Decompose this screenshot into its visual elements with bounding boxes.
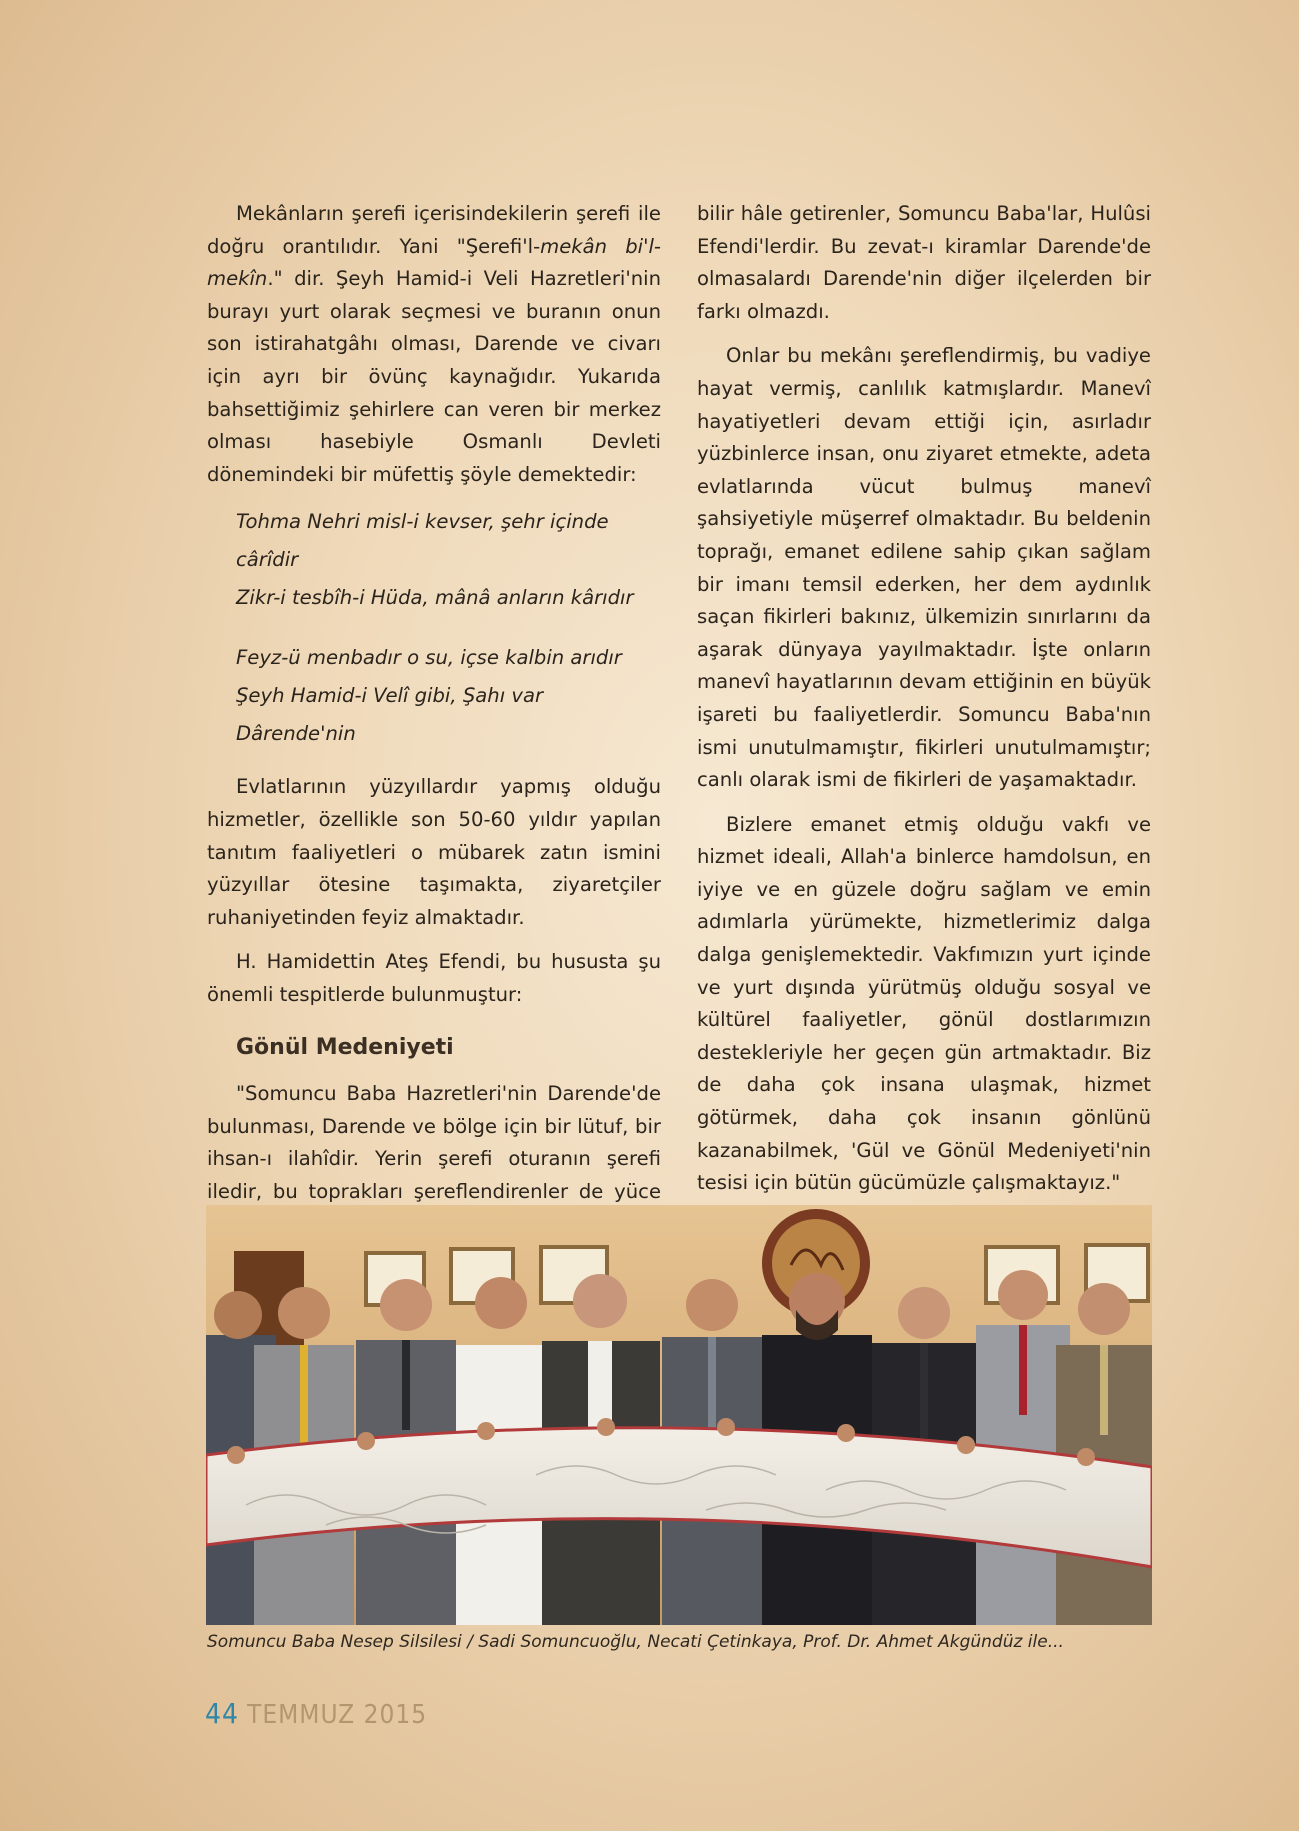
paragraph: "Somuncu Baba Hazretleri'nin Darende'de bulunması, Darende ve bölge için bir lütuf, bir ihsan-ı ilahîdir. Yerin şerefi oturanın şerefi iledir, bu toprakları şereflendirenler de yüce [207, 1082, 661, 1203]
page-footer [205, 1697, 427, 1730]
paragraph: Bizlere emanet etmiş olduğu vakfı ve hizmet ideali, Allah'a binlerce hamdolsun, en iyiye ve en güzele doğru sağlam ve emin adımlarla yürümekte, hizmetlerimiz dalga dalga genişlemektedir. Vakfımızın yurt içinde ve yurt dışında yürütmüş olduğu sosyal ve kültürel faaliyetler, gönül dostlarımızın destekleriyle her geçen gün artmaktadır. Biz de daha çok insana ulaşmak, hizmet götürmek, daha çok insanın gönlünü kazanabilmek, 'Gül ve Gönül Medeniyeti'nin tesisi için bütün gücümüzle çalışmaktayız." [697, 812, 1151, 1195]
paragraph: Onlar bu mekânı şereflendirmiş, bu vadiye hayat vermiş, canlılık katmışlardır. Manevî hayatiyetleri devam ettiği için, asırladır yüzbinlerce insan, onu ziyaret etmekte, adeta evlatlarında vücut bulmuş manevî şahsiyetiyle müşerref olmaktadır. Bu beldenin toprağı, emanet edilene sahip çıkan sağlam bir imanı temsil ederken, her dem aydınlık saçan fikirleri bakınız, ülkemizin sınırlarını da aşarak dünyaya yayılmaktadır. İşte onların manevî hayatlarının devam ettiğinin en büyük işareti bu faaliyetlerdir. Somuncu Baba'nın ismi unutulmamıştır, fikirleri unutulmamıştır; canlı olarak ismi de fikirleri de yaşamaktadır. [697, 344, 1151, 792]
page-number: 44 [205, 1697, 240, 1730]
right-column [697, 198, 1151, 1212]
paragraph-intro: Mekânların şerefi içerisindekilerin şerefi ile doğru orantılıdır. Yani "Şerefi'l-mekân bi'l-mekîn." dir. Şeyh Hamid-i Veli Hazretleri'nin burayı yurt olarak seçmesi ve buranın onun son istirahatgâhı olması, Darende ve civarı için ayrı bir övünç kaynağıdır. Yukarıda bahsettiğimiz şehirlere can veren bir merkez olması hasebiyle Osmanlı Devleti dönemindeki bir müfettiş şöyle demektedir: [207, 202, 661, 486]
group-photo [206, 1205, 1152, 1625]
section-heading: Gönül Medeniyeti [236, 1034, 454, 1060]
poem [207, 503, 661, 753]
left-column [207, 198, 661, 1318]
issue-label: TEMMUZ 2015 [247, 1700, 428, 1730]
photo-caption: Somuncu Baba Nesep Silsilesi / Sadi Somuncuoğlu, Necati Çetinkaya, Prof. Dr. Ahmet Akgündüz ile... [207, 1632, 1064, 1652]
paragraph: bilir hâle getirenler, Somuncu Baba'lar, Hulûsi Efendi'lerdir. Bu zevat-ı kiramlar Darende'de olmasalardı Darende'nin diğer ilçelerden bir farkı olmazdı. [697, 202, 1151, 323]
poem-line: Zikr-i tesbîh-i Hüda, mânâ anların kârıdır [236, 586, 634, 610]
poem-line: Feyz-ü menbadır o su, içse kalbin arıdır [236, 646, 622, 670]
poem-line: Tohma Nehri misl-i kevser, şehr içinde cârîdir [236, 510, 609, 572]
group-photo-illustration [206, 1205, 1152, 1625]
paragraph: Evlatlarının yüzyıllardır yapmış olduğu hizmetler, özellikle son 50-60 yıldır yapılan tanıtım faaliyetleri o mübarek zatın ismini yüzyıllar ötesine taşımakta, ziyaretçiler ruhaniyetinden feyiz almaktadır. [207, 775, 661, 929]
poem-line: Şeyh Hamid-i Velî gibi, Şahı var Dârende'nin [236, 684, 544, 746]
paragraph: H. Hamidettin Ateş Efendi, bu hususta şu önemli tespitlerde bulunmuştur: [207, 950, 661, 1006]
